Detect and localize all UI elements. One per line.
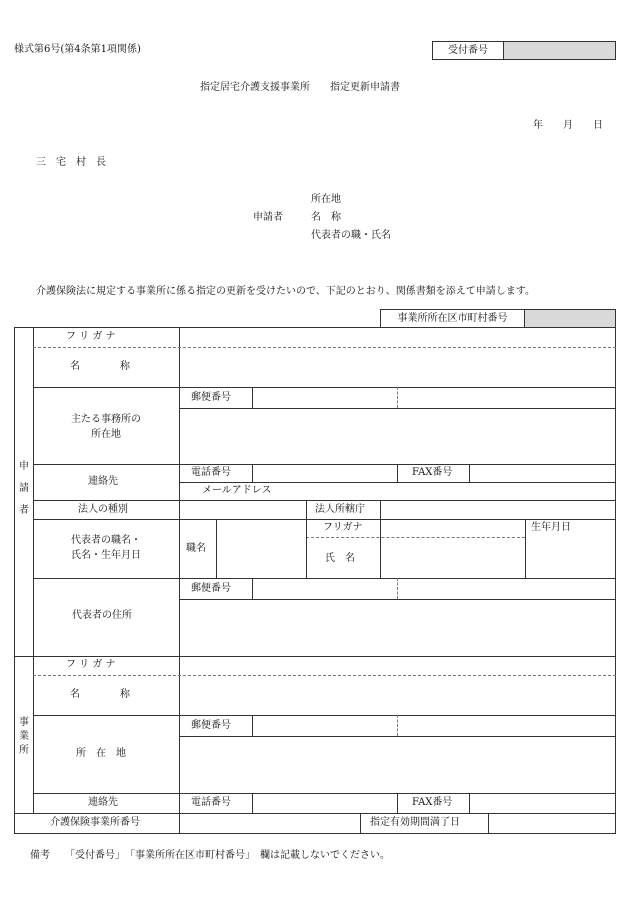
date-line: 年 月 日 bbox=[533, 120, 603, 131]
rep-name-input[interactable] bbox=[381, 538, 525, 578]
office-location-label: 所 在 地 bbox=[76, 748, 126, 759]
applicant-fax-label: FAX番号 bbox=[412, 467, 453, 478]
applicant-furigana-input[interactable] bbox=[180, 328, 616, 347]
applicant-email-label: メールアドレス bbox=[202, 485, 272, 496]
rep-name-label: 氏 名 bbox=[325, 553, 355, 564]
main-office-label: 主たる事務所の 所在地 bbox=[71, 414, 141, 440]
applicant-name-row-label: 名 称 bbox=[70, 361, 130, 372]
document-title: 指定居宅介護支援事業所 指定更新申請書 bbox=[200, 82, 400, 93]
birthdate-label: 生年月日 bbox=[531, 522, 571, 533]
section-applicant-label: 申 請 者 bbox=[19, 461, 29, 516]
office-furigana-input[interactable] bbox=[180, 657, 616, 675]
receipt-number-label-cell bbox=[432, 41, 504, 60]
insurance-office-number-label: 介護保険事業所番号 bbox=[50, 817, 140, 828]
office-contact-label: 連絡先 bbox=[88, 797, 118, 808]
municipality-number-field[interactable] bbox=[524, 309, 616, 328]
representative-label: 代表者の職名・ 氏名・生年月日 bbox=[71, 535, 141, 561]
applicant-fax-input[interactable] bbox=[470, 465, 616, 482]
municipality-number-label-cell bbox=[380, 309, 525, 328]
corp-type-label: 法人の種別 bbox=[78, 504, 128, 515]
main-office-address-input[interactable] bbox=[180, 409, 616, 464]
applicant-address-label: 所在地 bbox=[311, 194, 341, 205]
application-statement: 介護保険法に規定する事業所に係る指定の更新を受けたいので、下記のとおり、関係書類を添えて申請します。 bbox=[36, 286, 535, 297]
applicant-furigana-label: フ リ ガ ナ bbox=[66, 331, 116, 342]
form-number: 様式第6号(第4条第1項関係) bbox=[14, 44, 141, 55]
remarks-note: 備考 「受付番号」 「事業所所在区市町村番号」 欄は記載しないでください。 bbox=[30, 850, 390, 861]
office-name-label: 名 称 bbox=[70, 689, 130, 700]
office-furigana-label: フ リ ガ ナ bbox=[66, 659, 116, 670]
insurance-office-number-input[interactable] bbox=[180, 814, 360, 834]
applicant-postal-label: 郵便番号 bbox=[191, 392, 231, 403]
applicant-rep-label: 代表者の職・氏名 bbox=[311, 230, 391, 241]
applicant-name-label: 名 称 bbox=[311, 212, 341, 223]
receipt-number-label: 受付番号 bbox=[448, 45, 488, 56]
office-phone-label: 電話番号 bbox=[191, 797, 231, 808]
position-label: 職名 bbox=[186, 543, 206, 554]
office-fax-label: FAX番号 bbox=[412, 797, 453, 808]
applicant-role-label: 申請者 bbox=[253, 212, 283, 223]
receipt-number-field[interactable] bbox=[503, 41, 616, 60]
applicant-name-input[interactable] bbox=[180, 348, 616, 387]
corp-agency-label: 法人所轄庁 bbox=[315, 504, 365, 515]
applicant-contact-label: 連絡先 bbox=[88, 476, 118, 487]
applicant-phone-input[interactable] bbox=[253, 465, 397, 482]
rep-address-label: 代表者の住所 bbox=[72, 610, 132, 621]
section-office-label: 事 業 所 bbox=[19, 717, 29, 756]
rep-furigana-label: フリガナ bbox=[323, 522, 363, 533]
office-name-input[interactable] bbox=[180, 676, 616, 715]
rep-furigana-input[interactable] bbox=[381, 520, 525, 537]
expiry-date-input[interactable] bbox=[489, 814, 616, 834]
addressee: 三 宅 村 長 bbox=[36, 157, 106, 168]
municipality-number-label: 事業所所在区市町村番号 bbox=[397, 313, 508, 324]
expiry-date-label: 指定有効期間満了日 bbox=[370, 817, 460, 828]
applicant-phone-label: 電話番号 bbox=[191, 467, 231, 478]
office-address-input[interactable] bbox=[180, 737, 616, 793]
office-postal-label: 郵便番号 bbox=[191, 720, 231, 731]
rep-address-input[interactable] bbox=[180, 600, 616, 656]
rep-postal-label: 郵便番号 bbox=[191, 583, 231, 594]
